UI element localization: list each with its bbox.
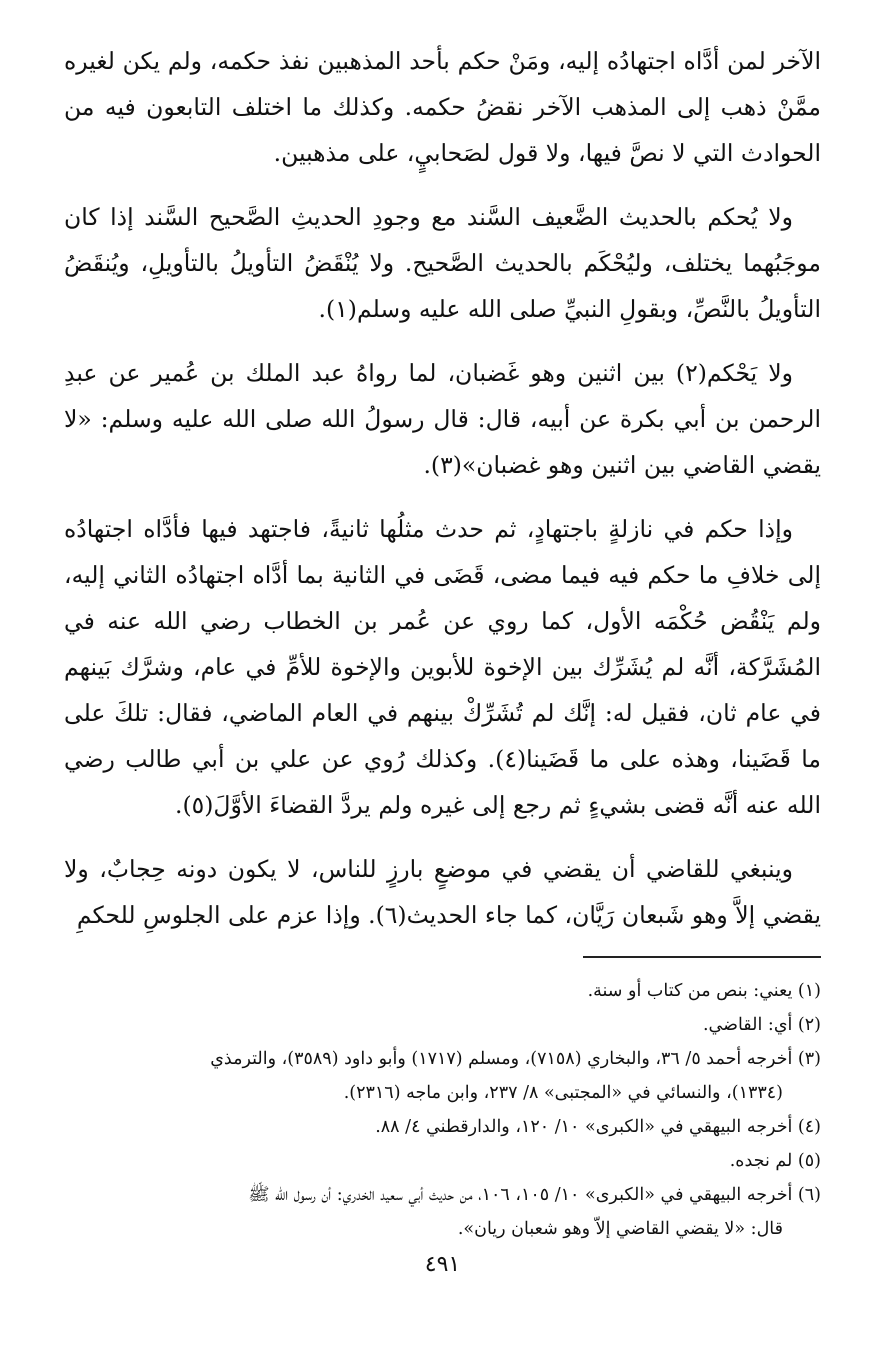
footnote-text: (٦) أخرجه البيهقي في «الكبرى» ١٠/ ١٠٥، ١٠٦، من حديث أبي سعيد الخدري: أن رسول الله ﷺ xyxy=(248,1185,821,1205)
paragraph-2: ولا يُحكم بالحديث الضَّعيف السَّند مع وجودِ الحديثِ الصَّحيح السَّند إذا كان موجَبُهما يختلف، وليُحْكَم بالحديث الصَّحيح. ولا يُنْقَضُ التأويلُ بالتأويلِ، ويُنقَضُ التأويلُ بالنَّصِّ، وبقولِ النبيِّ صلى الله عليه وسلم(١). xyxy=(64,203,821,323)
footnote-text: (١) يعني: بنص من كتاب أو سنة. xyxy=(587,981,821,1001)
footnotes xyxy=(64,974,821,1246)
footnote-text: (٢) أي: القاضي. xyxy=(702,1015,821,1035)
footnote-text: (٤) أخرجه البيهقي في «الكبرى» ١٠/ ١٢٠، والدارقطني ٤/ ٨٨. xyxy=(375,1117,821,1137)
footnote-4 xyxy=(64,1110,821,1144)
footnote-2 xyxy=(64,1008,821,1042)
footnote-continuation: قال: «لا يقضي القاضي إلاّ وهو شعبان ريان». xyxy=(457,1219,783,1239)
footnote-text: (٣) أخرجه أحمد ٥/ ٣٦، والبخاري (٧١٥٨)، ومسلم (١٧١٧) وأبو داود (٣٥٨٩)، والترمذي xyxy=(210,1049,821,1069)
footnote-continuation: (١٣٣٤)، والنسائي في «المجتبى» ٨/ ٢٣٧، وابن ماجه (٢٣١٦). xyxy=(343,1083,783,1103)
footnote-text: (٥) لم نجده. xyxy=(729,1151,821,1171)
paragraph-4: وإذا حكم في نازلةٍ باجتهادٍ، ثم حدث مثلُها ثانيةً، فاجتهد فيها فأدَّاه اجتهادُه إلى خلافِ ما حكم فيه فيما مضى، قَضَى في الثانية بما أدَّاه اجتهادُه الثاني إليه، ولم يَنْقُض حُكْمَه الأول، كما روي عن عُمر بن الخطاب رضي الله عنه في المُشَرَّكة، أنَّه لم يُشَرِّك بين الإخوة للأبوين والإخوة للأمِّ في عام، وشرَّك بَينهم في عام ثان، فقيل له: إنَّك لم تُشَرِّكْ بينهم في العام الماضي، فقال: تلكَ على ما قَضَينا، وهذه على ما قَضَينا(٤). وكذلك رُوي عن علي بن أبي طالب رضي الله عنه أنَّه قضى بشيءٍ ثم رجع إلى غيره ولم يردَّ القضاءَ الأوَّلَ(٥). xyxy=(64,515,821,819)
paragraph-1: الآخر لمن أدَّاه اجتهادُه إليه، ومَنْ حكم بأحد المذهبين نفذ حكمه، ولم يكن لغيره ممَّنْ ذهب إلى المذهب الآخر نقضُ حكمه. وكذلك ما اختلف التابعون فيه من الحوادث التي لا نصَّ فيها، ولا قول لصَحابيٍ، على مذهبين. xyxy=(64,47,821,167)
page-number: ٤٩١ xyxy=(424,1252,461,1277)
footnote-3 xyxy=(64,1042,821,1110)
paragraph-5: وينبغي للقاضي أن يقضي في موضعٍ بارزٍ للناس، لا يكون دونه حِجابٌ، ولا يقضي إلاَّ وهو شَبعان رَيَّان، كما جاء الحديث(٦). وإذا عزم على الجلوسِ للحكمِ xyxy=(64,855,821,929)
footnote-divider xyxy=(583,956,821,958)
footnote-6 xyxy=(64,1178,821,1246)
footnote-1 xyxy=(64,974,821,1008)
paragraph-3: ولا يَحْكم(٢) بين اثنين وهو غَضبان، لما رواهُ عبد الملك بن عُمير عن عبدِ الرحمن بن أبي بكرة عن أبيه، قال: قال رسولُ الله صلى الله عليه وسلم: «لا يقضي القاضي بين اثنين وهو غضبان»(٣). xyxy=(64,359,821,479)
footnote-5 xyxy=(64,1144,821,1178)
